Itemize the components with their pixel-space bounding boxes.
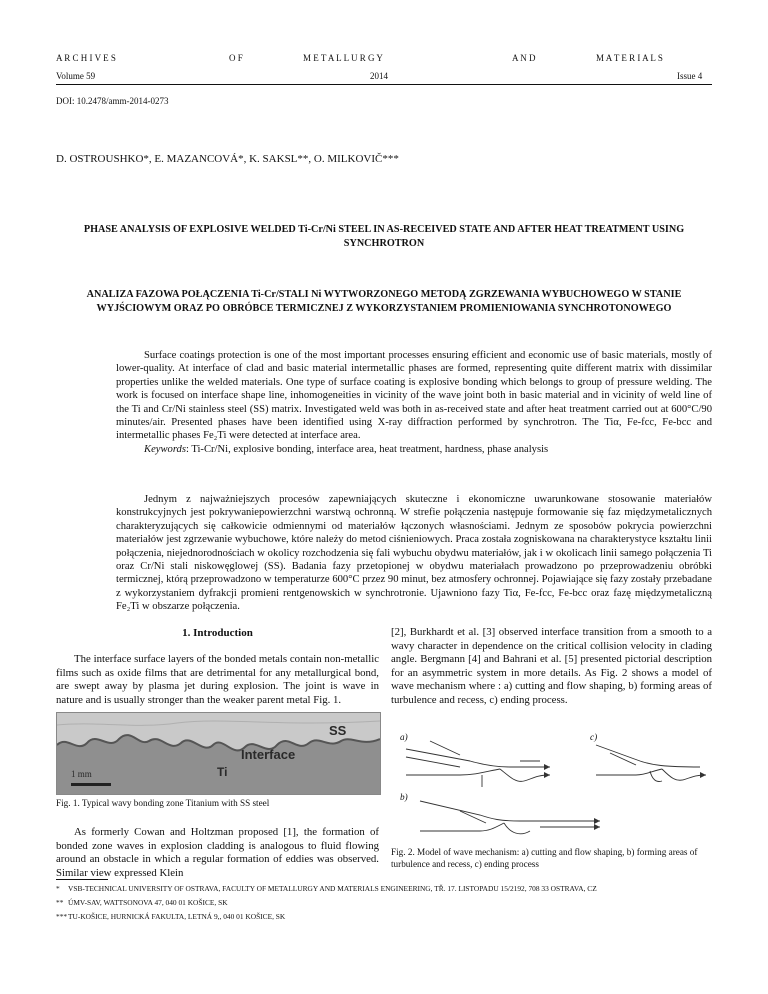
right-paragraph: [2], Burkhardt et al. [3] observed interface transition from a smooth to a wavy character in dependence on the critical collision velocity in clading angle. Bergmann [4] and Bahrani et al. [5] presented pictorial description for an asymmetric system in more details. As Fig. 2 shows a model of wave mechanism where : a) cutting and flow shaping, b) forming areas of turbulence and recess, c) ending process.: [391, 626, 712, 706]
figure-1-caption: Fig. 1. Typical wavy bonding zone Titanium with SS steel: [56, 798, 270, 808]
label-ss: SS: [329, 723, 347, 738]
title-english: PHASE ANALYSIS OF EXPLOSIVE WELDED Ti-Cr/Ni STEEL IN AS-RECEIVED STATE AND AFTER HEAT TREATMENT USING SYNCHROTRON: [83, 224, 685, 249]
intro-paragraph: The interface surface layers of the bonded metals contain non-metallic films such as oxide films that are detrimental for any metallurgical bond, are swept away by plasma jet during explosion. The joint is wave in nature and is usually stronger than the weaker parent metal Fig. 1.: [56, 653, 379, 706]
figure-1-micrograph: [56, 712, 381, 795]
label-ti: Ti: [217, 765, 228, 779]
right-column-text: [391, 626, 712, 708]
journal-word: M E T A L L U R G Y: [303, 53, 383, 63]
panel-label-c: c): [590, 732, 598, 742]
abstract-polish-text: Jednym z najważniejszych procesów zapewniających skuteczne i ekonomiczne uwarunkowane stosowanie materiałów konstrukcyjnych jest pokrywaniepowierzchni warstwą ochronną. W strefie połączenia następuje formowanie się faz międzymetalicznych charakteryzujących się całkowicie odmiennymi od materiałów łączonych własnościami. Jednym ze sposobów pokrycia powierzchni materiałów jest zgrzewanie wybuchowe, które należy do metod ciśnieniowych. Praca została zogniskowana na charakterystyce kształtu linii połączenia, niejednorodnościach w okolicy rozchodzenia się fali wybuchu obydwu materiałów, jak i w okolicach linii samego połączenia Ti oraz Cr/Ni stali niskowęglowej (SS). Badania fazy przetopionej w obydwu materiałach prowadzono po przeprowadzeniu obróbki termicznej, którą przeprowadzono w temperaturze 600°C przez 90 minut, bez atmosfery ochronnej. Pojawiające się fazy zostały przebadane z wykorzystaniem dyfrakcji promieni rentgenowskich w synchrotronie. Ujawniono fazy Tiα, Fe-fcc, Fe-bcc oraz fazę międzymetaliczną Fe₂Ti w obszarze połączenia.: [116, 494, 712, 613]
intro-paragraph-2-wrap: [56, 826, 379, 880]
journal-word: O F: [229, 53, 243, 63]
authors: D. OSTROUSHKO*, E. MAZANCOVÁ*, K. SAKSL**, O. MILKOVIČ***: [56, 153, 399, 165]
title-polish: ANALIZA FAZOWA POŁĄCZENIA Ti-Cr/STALI Ni WYTWORZONEGO METODĄ ZGRZEWANIA WYBUCHOWEGO W STANIE WYJŚCIOWYM ORAZ PO OBRÓBCE TERMICZNEJ Z WYKORZYSTANIEM PROMIENIOWANIA SYNCHROTONOWEGO: [86, 289, 682, 314]
footnote-rule: [56, 879, 108, 880]
footnote-mark: **: [56, 898, 64, 907]
journal-word: A N D: [512, 53, 536, 63]
wave-mechanism-sketch: [400, 731, 712, 841]
footnote-mark: ***: [56, 912, 68, 921]
figure-2-diagram: [400, 731, 712, 841]
intro-paragraph-2: As formerly Cowan and Holtzman proposed [1], the formation of bonded zone waves in explosion cladding is analogous to fluid flowing around an obstacle in which a regular formation of eddies was observed. Similar view expressed Klein: [56, 826, 379, 879]
footnote: [56, 882, 597, 896]
header-rule: [56, 84, 712, 85]
abstract-polish: [116, 493, 712, 614]
footnote-text: ÚMV-SAV, WATTSONOVA 47, 040 01 KOŠICE, SK: [68, 898, 228, 907]
panel-label-a: a): [400, 732, 408, 742]
footnote-text: VSB-TECHNICAL UNIVERSITY OF OSTRAVA, FACULTY OF METALLURGY AND MATERIALS ENGINEERING, TŘ. 17. LISTOPADU 15/2192, 708 33 OSTRAVA, CZ: [68, 884, 597, 893]
footnote-text: TU-KOŠICE, HURNICKÁ FAKULTA, LETNÁ 9,, 040 01 KOŠICE, SK: [68, 912, 286, 921]
label-scale: 1 mm: [71, 769, 92, 779]
keywords-label: Keywords: [144, 443, 186, 455]
left-column-text: [56, 653, 379, 707]
journal-word: A R C H I V E S: [56, 53, 116, 63]
figure-2-caption: Fig. 2. Model of wave mechanism: a) cutting and flow shaping, b) forming areas of turbulence and recess, c) ending process: [391, 847, 698, 869]
keywords-text: : Ti-Cr/Ni, explosive bonding, interface area, heat treatment, hardness, phase analysis: [185, 443, 549, 455]
abstract-english: [116, 349, 712, 456]
panel-label-b: b): [400, 792, 408, 802]
doi: DOI: 10.2478/amm-2014-0273: [56, 96, 169, 106]
label-interface: Interface: [241, 747, 296, 762]
journal-word: M A T E R I A L S: [596, 53, 663, 63]
abstract-english-text: Surface coatings protection is one of the most important processes ensuring efficient and economic use of basic materials, mostly of lower-quality. At interface of clad and basic material intermetallic phases are formed, representing quite different matrix with dissimilar properties unlike the welded materials. One type of surface coating is explosive bonding which belongs to group of pressure welding. The work is focused on interface shape line, inhomogeneities in vicinity of the wave joint both in basic material and in vicinity of weld line of the Ti and Cr/Ni stainless steel (SS) matrix. Investigated weld was both in as-received state and after heat treatment carried out at 600°C/90 minutes/air. Presented phases have been identified using X-ray diffraction performed by synchrotron. The Tiα, Fe-fcc, Fe-bcc and intermetallic phases Fe₂Ti were detected at interface area.: [116, 350, 712, 442]
footnote-mark: *: [56, 884, 60, 893]
footnote: [56, 910, 597, 924]
issue: Issue 4: [677, 71, 703, 81]
footnote: [56, 896, 597, 910]
keywords-line: [116, 443, 712, 456]
year: 2014: [370, 71, 388, 81]
section-heading: 1. Introduction: [182, 627, 253, 639]
volume: Volume 59: [56, 71, 96, 81]
footnotes: [56, 882, 597, 924]
